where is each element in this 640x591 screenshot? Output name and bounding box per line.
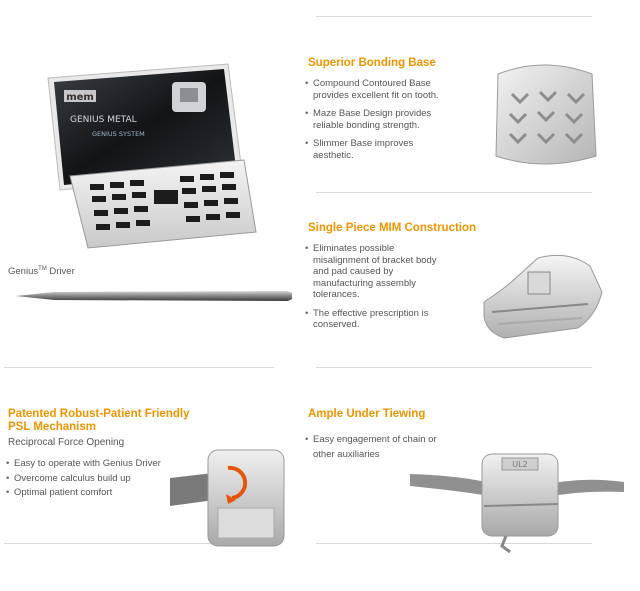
genius-kit-box-image: [30, 60, 270, 250]
driver-trademark: TM: [38, 266, 47, 272]
divider-mim-right: [316, 367, 592, 368]
bonding-title: Superior Bonding Base: [308, 57, 436, 69]
mim-title: Single Piece MIM Construction: [308, 222, 477, 234]
kit-logo-text: mem: [66, 92, 94, 103]
psl-title-line2: PSL Mechanism: [8, 421, 96, 433]
bonding-bullet: • Compound Contoured Base provides excellent fit on tooth.: [305, 78, 455, 101]
mim-bullet: • The effective prescription is conserved.: [305, 308, 445, 331]
mim-bullet: • Eliminates possible misalignment of bracket body and pad caused by manufacturing assembly tolerances.: [305, 243, 445, 301]
driver-label-name: Genius: [8, 266, 39, 278]
driver-label: [8, 266, 75, 277]
bonding-base-image: [488, 56, 604, 172]
psl-subtitle: Reciprocal Force Opening: [8, 437, 125, 448]
mim-bullet-list: [305, 243, 445, 338]
psl-mechanism-image: [170, 442, 290, 550]
psl-bullet-list: [6, 458, 196, 502]
genius-driver-image: [14, 286, 294, 306]
psl-title-line1: Patented Robust-Patient Friendly: [8, 408, 190, 420]
divider-mim-left: [4, 367, 274, 368]
bonding-bullet-list: [305, 78, 455, 168]
mim-bracket-image: [478, 246, 608, 346]
psl-bullet: • Overcome calculus build up: [6, 473, 196, 485]
driver-label-suffix: Driver: [49, 266, 75, 278]
divider-bonding: [316, 192, 592, 193]
bonding-bullet: • Slimmer Base improves aesthetic.: [305, 138, 455, 161]
kit-system-text: GENIUS SYSTEM: [92, 130, 145, 138]
tiewing-bullet: • Easy engagement of chain or other auxiliaries: [305, 432, 455, 462]
psl-bullet: • Easy to operate with Genius Driver: [6, 458, 196, 470]
tiewing-title: Ample Under Tiewing: [308, 408, 426, 420]
bonding-bullet: • Maze Base Design provides reliable bonding strength.: [305, 108, 455, 131]
psl-bullet: • Optimal patient comfort: [6, 487, 196, 499]
bracket-tag-text: UL2: [512, 460, 528, 469]
tiewing-bracket-image: [410, 446, 630, 556]
kit-brand-text: GENIUS METAL: [70, 115, 137, 125]
divider-top: [316, 16, 592, 17]
